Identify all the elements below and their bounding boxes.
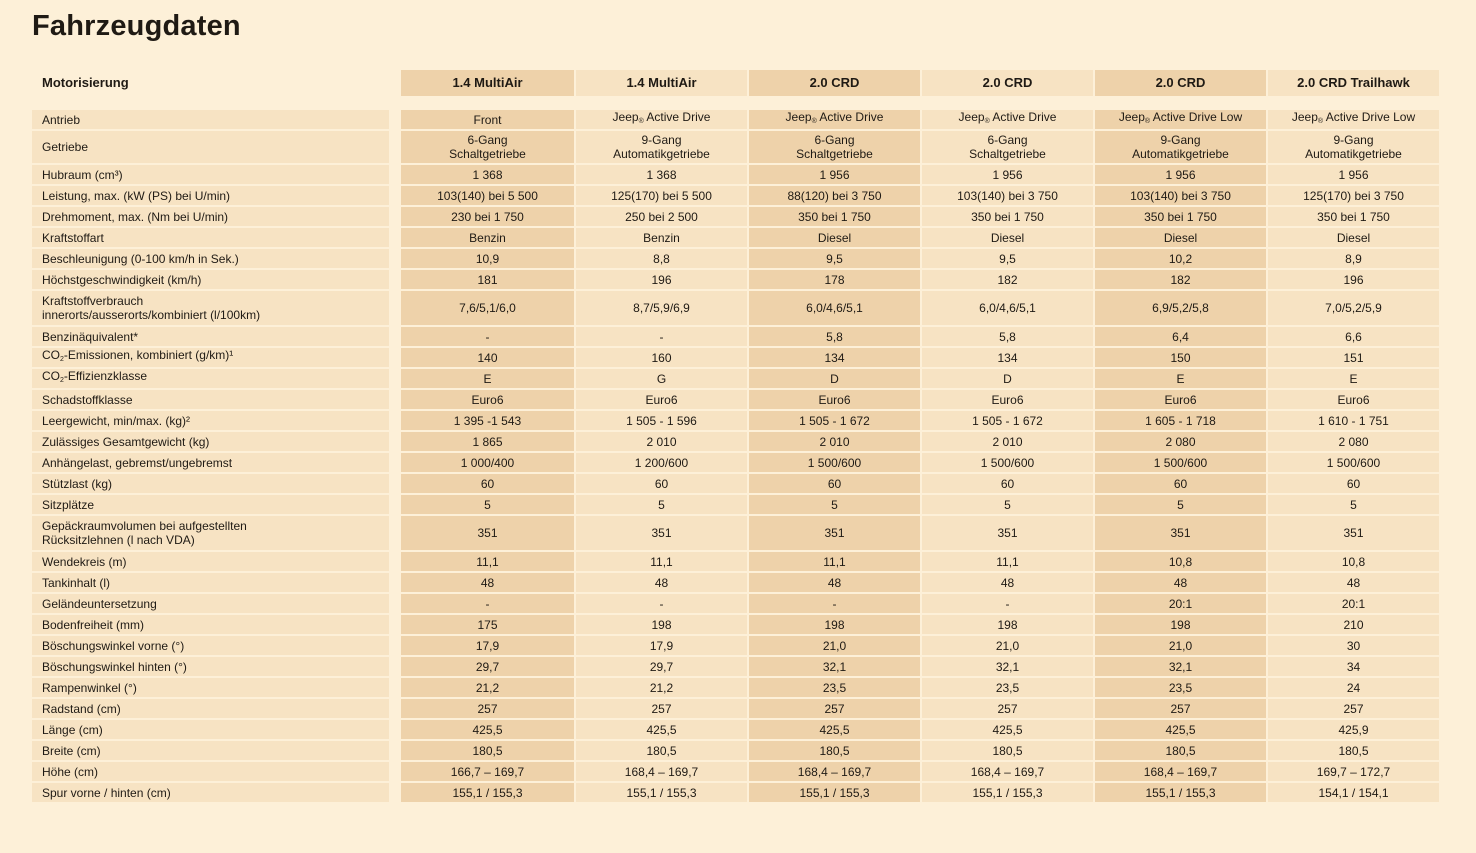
table-cell: 60 xyxy=(1093,474,1266,495)
table-cell: 7,0/5,2/5,9 xyxy=(1266,291,1439,327)
table-row xyxy=(32,110,1439,131)
row-label: Zulässiges Gesamtgewicht (kg) xyxy=(32,432,389,453)
table-cell: 198 xyxy=(920,615,1093,636)
table-cell: 1 505 - 1 596 xyxy=(574,411,747,432)
table-cell: Diesel xyxy=(1266,228,1439,249)
table-cell: 8,7/5,9/6,9 xyxy=(574,291,747,327)
row-label: Benzinäquivalent* xyxy=(32,327,389,348)
table-cell: 11,1 xyxy=(574,552,747,573)
table-cell: 2 010 xyxy=(920,432,1093,453)
table-cell: 230 bei 1 750 xyxy=(401,207,574,228)
table-cell: G xyxy=(574,369,747,390)
row-label: $CO_2$-Emissionen, kombiniert (g/km)¹ xyxy=(32,348,389,369)
table-cell: 24 xyxy=(1266,678,1439,699)
table-cell: 20:1 xyxy=(1266,594,1439,615)
table-cell: 6,6 xyxy=(1266,327,1439,348)
table-cell: 17,9 xyxy=(401,636,574,657)
table-cell: 34 xyxy=(1266,657,1439,678)
table-row xyxy=(32,552,1439,573)
table-cell: 151 xyxy=(1266,348,1439,369)
column-header: 1.4 MultiAir xyxy=(574,70,747,98)
table-cell: 103(140) bei 5 500 xyxy=(401,186,574,207)
table-cell: 1 368 xyxy=(574,165,747,186)
column-header: 2.0 CRD xyxy=(920,70,1093,98)
table-cell: 11,1 xyxy=(747,552,920,573)
table-cell: 198 xyxy=(747,615,920,636)
table-cell: 125(170) bei 3 750 xyxy=(1266,186,1439,207)
table-cell: Benzin xyxy=(401,228,574,249)
table-cell: 351 xyxy=(401,516,574,552)
table-cell: 1 956 xyxy=(1266,165,1439,186)
table-row xyxy=(32,131,1439,165)
table-cell: 257 xyxy=(747,699,920,720)
table-cell: 350 bei 1 750 xyxy=(1093,207,1266,228)
table-cell: E xyxy=(1266,369,1439,390)
table-cell: 21,2 xyxy=(574,678,747,699)
row-label: Rampenwinkel (°) xyxy=(32,678,389,699)
table-cell: Jeep$_®$ Active Drive Low xyxy=(1266,110,1439,131)
column-header: 1.4 MultiAir xyxy=(401,70,574,98)
table-cell: 180,5 xyxy=(920,741,1093,762)
table-cell: Diesel xyxy=(920,228,1093,249)
row-label: Spur vorne / hinten (cm) xyxy=(32,783,389,804)
table-cell: 48 xyxy=(401,573,574,594)
table-row xyxy=(32,594,1439,615)
table-cell: 10,9 xyxy=(401,249,574,270)
table-cell: 60 xyxy=(920,474,1093,495)
table-cell: 32,1 xyxy=(747,657,920,678)
row-label: Hubraum (cm³) xyxy=(32,165,389,186)
table-cell: 155,1 / 155,3 xyxy=(1093,783,1266,804)
table-cell: 425,5 xyxy=(574,720,747,741)
table-cell: 29,7 xyxy=(401,657,574,678)
row-label: Kraftstoffverbrauch innerorts/ausserorts/kombiniert (l/100km) xyxy=(32,291,389,327)
table-cell: 1 605 - 1 718 xyxy=(1093,411,1266,432)
table-cell: Diesel xyxy=(1093,228,1266,249)
page-title: Fahrzeugdaten xyxy=(32,10,241,42)
table-cell: 21,0 xyxy=(920,636,1093,657)
table-cell: Euro6 xyxy=(1093,390,1266,411)
table-cell: Euro6 xyxy=(920,390,1093,411)
row-label: Antrieb xyxy=(32,110,389,131)
table-cell: 23,5 xyxy=(920,678,1093,699)
table-cell: 425,9 xyxy=(1266,720,1439,741)
table-cell: 5 xyxy=(1266,495,1439,516)
row-label: Drehmoment, max. (Nm bei U/min) xyxy=(32,207,389,228)
row-label: Bodenfreiheit (mm) xyxy=(32,615,389,636)
table-cell: 198 xyxy=(1093,615,1266,636)
table-cell: 20:1 xyxy=(1093,594,1266,615)
header-label: Motorisierung xyxy=(32,70,389,98)
row-label: Stützlast (kg) xyxy=(32,474,389,495)
table-row xyxy=(32,657,1439,678)
table-cell: 180,5 xyxy=(1266,741,1439,762)
table-cell: Euro6 xyxy=(747,390,920,411)
table-cell: - xyxy=(920,594,1093,615)
table-cell: 6,0/4,6/5,1 xyxy=(920,291,1093,327)
table-cell: 6,9/5,2/5,8 xyxy=(1093,291,1266,327)
table-cell: 257 xyxy=(1093,699,1266,720)
table-cell: 5 xyxy=(920,495,1093,516)
table-cell: 210 xyxy=(1266,615,1439,636)
table-cell: 1 500/600 xyxy=(747,453,920,474)
table-row xyxy=(32,474,1439,495)
table-row xyxy=(32,249,1439,270)
table-cell: 155,1 / 155,3 xyxy=(574,783,747,804)
table-cell: 9,5 xyxy=(747,249,920,270)
table-cell: - xyxy=(747,594,920,615)
table-row xyxy=(32,390,1439,411)
table-cell: 350 bei 1 750 xyxy=(920,207,1093,228)
table-cell: 169,7 – 172,7 xyxy=(1266,762,1439,783)
table-cell: 180,5 xyxy=(747,741,920,762)
table-cell: 5 xyxy=(401,495,574,516)
table-cell: 134 xyxy=(747,348,920,369)
table-cell: 9-Gang Automatikgetriebe xyxy=(574,131,747,165)
table-cell: 17,9 xyxy=(574,636,747,657)
table-cell: 425,5 xyxy=(920,720,1093,741)
row-label: Tankinhalt (l) xyxy=(32,573,389,594)
table-cell: 21,0 xyxy=(1093,636,1266,657)
table-row xyxy=(32,516,1439,552)
table-cell: 32,1 xyxy=(1093,657,1266,678)
table-cell: E xyxy=(401,369,574,390)
table-cell: 180,5 xyxy=(1093,741,1266,762)
table-cell: 6-Gang Schaltgetriebe xyxy=(401,131,574,165)
table-cell: 351 xyxy=(920,516,1093,552)
table-cell: 21,0 xyxy=(747,636,920,657)
table-cell: Jeep$_®$ Active Drive xyxy=(747,110,920,131)
table-cell: Benzin xyxy=(574,228,747,249)
table-cell: 257 xyxy=(1266,699,1439,720)
row-label: Radstand (cm) xyxy=(32,699,389,720)
table-row xyxy=(32,348,1439,369)
table-cell: 8,8 xyxy=(574,249,747,270)
table-cell: - xyxy=(401,327,574,348)
table-cell: 60 xyxy=(574,474,747,495)
table-cell: 150 xyxy=(1093,348,1266,369)
header-row xyxy=(32,70,1439,98)
table-row xyxy=(32,636,1439,657)
table-cell: 1 500/600 xyxy=(920,453,1093,474)
table-cell: 257 xyxy=(574,699,747,720)
table-cell: 154,1 / 154,1 xyxy=(1266,783,1439,804)
table-cell: 351 xyxy=(747,516,920,552)
table-row xyxy=(32,453,1439,474)
row-label: Beschleunigung (0-100 km/h in Sek.) xyxy=(32,249,389,270)
row-label: Getriebe xyxy=(32,131,389,165)
table-cell: 155,1 / 155,3 xyxy=(747,783,920,804)
table-cell: 425,5 xyxy=(401,720,574,741)
table-cell: 351 xyxy=(1266,516,1439,552)
table-row xyxy=(32,186,1439,207)
table-cell: 351 xyxy=(574,516,747,552)
table-row xyxy=(32,270,1439,291)
table-cell: 257 xyxy=(920,699,1093,720)
row-label: Höhe (cm) xyxy=(32,762,389,783)
row-label: Böschungswinkel hinten (°) xyxy=(32,657,389,678)
table-cell: 168,4 – 169,7 xyxy=(747,762,920,783)
table-cell: 6,0/4,6/5,1 xyxy=(747,291,920,327)
row-label: Sitzplätze xyxy=(32,495,389,516)
table-cell: 425,5 xyxy=(1093,720,1266,741)
row-label: $CO_2$-Effizienzklasse xyxy=(32,369,389,390)
row-label: Gepäckraumvolumen bei aufgestellten Rücksitzlehnen (l nach VDA) xyxy=(32,516,389,552)
table-cell: 425,5 xyxy=(747,720,920,741)
table-cell: 125(170) bei 5 500 xyxy=(574,186,747,207)
table-row xyxy=(32,573,1439,594)
table-row xyxy=(32,783,1439,804)
table-cell: 2 080 xyxy=(1093,432,1266,453)
table-cell: 60 xyxy=(747,474,920,495)
table-cell: 182 xyxy=(920,270,1093,291)
table-cell: 168,4 – 169,7 xyxy=(574,762,747,783)
table-cell: 1 500/600 xyxy=(1266,453,1439,474)
table-cell: 134 xyxy=(920,348,1093,369)
table-cell: 2 010 xyxy=(747,432,920,453)
table-cell: 168,4 – 169,7 xyxy=(1093,762,1266,783)
table-cell: 350 bei 1 750 xyxy=(1266,207,1439,228)
table-cell: 9-Gang Automatikgetriebe xyxy=(1266,131,1439,165)
table-cell: 60 xyxy=(1266,474,1439,495)
table-cell: 250 bei 2 500 xyxy=(574,207,747,228)
table-cell: D xyxy=(920,369,1093,390)
row-label: Länge (cm) xyxy=(32,720,389,741)
column-header: 2.0 CRD Trailhawk xyxy=(1266,70,1439,98)
table-row xyxy=(32,741,1439,762)
table-cell: 1 000/400 xyxy=(401,453,574,474)
table-cell: 23,5 xyxy=(747,678,920,699)
table-cell: E xyxy=(1093,369,1266,390)
column-header: 2.0 CRD xyxy=(747,70,920,98)
table-row xyxy=(32,495,1439,516)
table-cell: 30 xyxy=(1266,636,1439,657)
table-row xyxy=(32,228,1439,249)
row-label: Geländeuntersetzung xyxy=(32,594,389,615)
table-cell: 1 505 - 1 672 xyxy=(920,411,1093,432)
table-cell: 10,2 xyxy=(1093,249,1266,270)
table-cell: 175 xyxy=(401,615,574,636)
table-row xyxy=(32,678,1439,699)
table-cell: 1 956 xyxy=(920,165,1093,186)
row-label: Leergewicht, min/max. (kg)² xyxy=(32,411,389,432)
table-cell: Jeep$_®$ Active Drive xyxy=(574,110,747,131)
table-cell: 60 xyxy=(401,474,574,495)
table-cell: 9,5 xyxy=(920,249,1093,270)
table-cell: 48 xyxy=(747,573,920,594)
table-cell: 181 xyxy=(401,270,574,291)
table-cell: 10,8 xyxy=(1093,552,1266,573)
row-label: Breite (cm) xyxy=(32,741,389,762)
table-cell: 196 xyxy=(1266,270,1439,291)
table-cell: 48 xyxy=(1093,573,1266,594)
table-cell: 166,7 – 169,7 xyxy=(401,762,574,783)
row-label: Höchstgeschwindigkeit (km/h) xyxy=(32,270,389,291)
table-row xyxy=(32,291,1439,327)
table-cell: 5,8 xyxy=(747,327,920,348)
table-cell: - xyxy=(574,594,747,615)
table-row xyxy=(32,432,1439,453)
table-cell: 11,1 xyxy=(920,552,1093,573)
table-cell: 103(140) bei 3 750 xyxy=(920,186,1093,207)
table-cell: 180,5 xyxy=(574,741,747,762)
table-cell: 6-Gang Schaltgetriebe xyxy=(747,131,920,165)
table-cell: 11,1 xyxy=(401,552,574,573)
table-cell: 198 xyxy=(574,615,747,636)
table-cell: 1 865 xyxy=(401,432,574,453)
row-label: Kraftstoffart xyxy=(32,228,389,249)
table-cell: D xyxy=(747,369,920,390)
table-cell: 5 xyxy=(747,495,920,516)
table-cell: 351 xyxy=(1093,516,1266,552)
table-cell: 140 xyxy=(401,348,574,369)
table-cell: 5 xyxy=(1093,495,1266,516)
table-cell: 6-Gang Schaltgetriebe xyxy=(920,131,1093,165)
table-row xyxy=(32,411,1439,432)
table-cell: 32,1 xyxy=(920,657,1093,678)
table-row xyxy=(32,720,1439,741)
table-cell: 29,7 xyxy=(574,657,747,678)
table-cell: 23,5 xyxy=(1093,678,1266,699)
table-cell: Euro6 xyxy=(401,390,574,411)
table-cell: 1 368 xyxy=(401,165,574,186)
table-cell: 48 xyxy=(574,573,747,594)
table-cell: 48 xyxy=(1266,573,1439,594)
table-cell: 178 xyxy=(747,270,920,291)
table-cell: 103(140) bei 3 750 xyxy=(1093,186,1266,207)
table-cell: Jeep$_®$ Active Drive Low xyxy=(1093,110,1266,131)
table-cell: 7,6/5,1/6,0 xyxy=(401,291,574,327)
table-row xyxy=(32,699,1439,720)
table-cell: Euro6 xyxy=(1266,390,1439,411)
table-cell: 2 080 xyxy=(1266,432,1439,453)
table-cell: 1 610 - 1 751 xyxy=(1266,411,1439,432)
table-cell: 5,8 xyxy=(920,327,1093,348)
specs-table xyxy=(32,70,1439,804)
table-cell: 5 xyxy=(574,495,747,516)
table-cell: 88(120) bei 3 750 xyxy=(747,186,920,207)
row-label: Böschungswinkel vorne (°) xyxy=(32,636,389,657)
spec-rows xyxy=(32,110,1439,804)
table-cell: 182 xyxy=(1093,270,1266,291)
table-cell: - xyxy=(401,594,574,615)
table-cell: 9-Gang Automatikgetriebe xyxy=(1093,131,1266,165)
table-row xyxy=(32,207,1439,228)
table-cell: 10,8 xyxy=(1266,552,1439,573)
row-label: Wendekreis (m) xyxy=(32,552,389,573)
table-cell: 168,4 – 169,7 xyxy=(920,762,1093,783)
row-label: Anhängelast, gebremst/ungebremst xyxy=(32,453,389,474)
column-header: 2.0 CRD xyxy=(1093,70,1266,98)
table-cell: 180,5 xyxy=(401,741,574,762)
table-cell: 6,4 xyxy=(1093,327,1266,348)
table-cell: Front xyxy=(401,110,574,131)
table-cell: - xyxy=(574,327,747,348)
table-row xyxy=(32,762,1439,783)
table-cell: 1 956 xyxy=(747,165,920,186)
table-row xyxy=(32,165,1439,186)
row-label: Schadstoffklasse xyxy=(32,390,389,411)
table-cell: 1 395 -1 543 xyxy=(401,411,574,432)
table-row xyxy=(32,327,1439,348)
table-cell: 160 xyxy=(574,348,747,369)
table-cell: 196 xyxy=(574,270,747,291)
table-cell: 21,2 xyxy=(401,678,574,699)
table-cell: 1 200/600 xyxy=(574,453,747,474)
row-label: Leistung, max. (kW (PS) bei U/min) xyxy=(32,186,389,207)
table-cell: 257 xyxy=(401,699,574,720)
table-cell: 1 956 xyxy=(1093,165,1266,186)
table-cell: Jeep$_®$ Active Drive xyxy=(920,110,1093,131)
table-cell: 1 505 - 1 672 xyxy=(747,411,920,432)
table-row xyxy=(32,369,1439,390)
table-cell: 155,1 / 155,3 xyxy=(401,783,574,804)
table-row xyxy=(32,615,1439,636)
table-cell: 48 xyxy=(920,573,1093,594)
table-cell: 8,9 xyxy=(1266,249,1439,270)
table-cell: Euro6 xyxy=(574,390,747,411)
table-cell: 1 500/600 xyxy=(1093,453,1266,474)
table-cell: Diesel xyxy=(747,228,920,249)
table-cell: 2 010 xyxy=(574,432,747,453)
table-cell: 350 bei 1 750 xyxy=(747,207,920,228)
table-cell: 155,1 / 155,3 xyxy=(920,783,1093,804)
